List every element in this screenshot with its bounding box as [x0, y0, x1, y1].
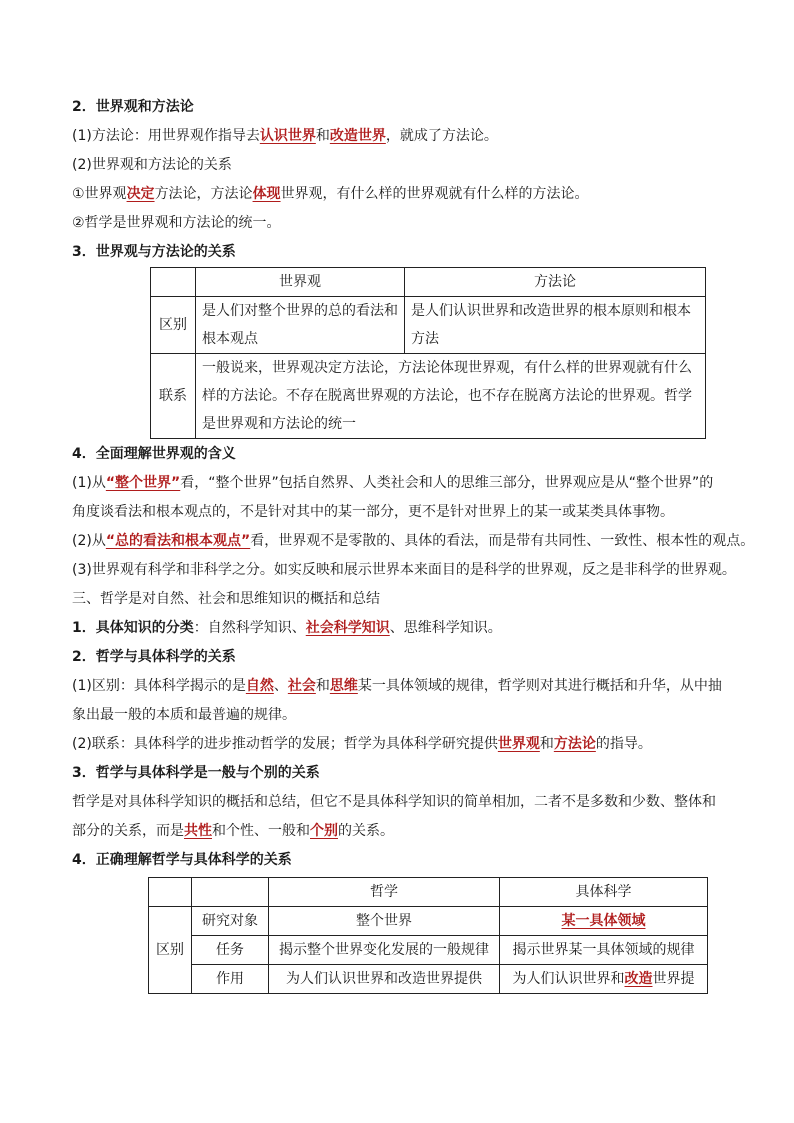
worldview-methodology-table — [150, 267, 706, 439]
table-cell: 为人们认识世界和改造世界提供 — [269, 965, 500, 994]
paragraph: (3)世界观有科学和非科学之分。如实反映和展示世界本来面目的是科学的世界观，反之是非科学的世界观。 — [72, 562, 736, 578]
key-term: 改造 — [624, 971, 653, 987]
key-term: 社会 — [287, 678, 316, 694]
part-heading: 三、哲学是对自然、社会和思维知识的概括和总结 — [72, 591, 380, 607]
table-cell: 一般说来，世界观决定方法论，方法论体现世界观，有什么样的世界观就有什么样的方法论。不存在脱离世界观的方法论，也不存在脱离方法论的世界观。哲学是世界观和方法论的统一 — [196, 354, 706, 439]
philosophy-science-table — [148, 877, 708, 994]
key-term: 社会科学知识 — [305, 620, 390, 636]
key-term: 世界观 — [497, 736, 540, 752]
paragraph: 哲学是对具体科学知识的概括和总结，但它不是具体科学知识的简单相加，二者不是多数和少数、整体和部分的关系，而是共性和个性、一般和个别的关系。 — [72, 794, 716, 839]
row-group-label: 区别 — [149, 907, 192, 994]
table-header: 世界观 — [196, 268, 405, 297]
paragraph: ②哲学是世界观和方法论的统一。 — [72, 215, 281, 231]
paragraph: (2)世界观和方法论的关系 — [72, 157, 232, 173]
key-term: 共性 — [184, 823, 212, 839]
table-cell: 是人们认识世界和改造世界的根本原则和根本方法 — [405, 297, 706, 354]
key-term: “总的看法和根本观点” — [105, 533, 251, 549]
paragraph: (1)区别：具体科学揭示的是自然、社会和思维某一具体领域的规律，哲学则对其进行概括和升华，从中抽象出最一般的本质和最普遍的规律。 — [72, 678, 722, 723]
table-cell: 揭示整个世界变化发展的一般规律 — [269, 936, 500, 965]
key-term: 方法论 — [553, 736, 596, 752]
row-label: 区别 — [151, 297, 196, 354]
key-term: 改造世界 — [329, 128, 386, 144]
row-label: 任务 — [192, 936, 269, 965]
section-heading: 2．世界观和方法论 — [72, 99, 194, 115]
key-term: “整个世界” — [105, 475, 181, 491]
row-label: 作用 — [192, 965, 269, 994]
section-heading: 4．正确理解哲学与具体科学的关系 — [72, 852, 292, 868]
table-cell: 是人们对整个世界的总的看法和根本观点 — [196, 297, 405, 354]
table-header: 具体科学 — [500, 878, 708, 907]
document-page — [72, 93, 755, 994]
table-header: 哲学 — [269, 878, 500, 907]
table-cell: 为人们认识世界和改造世界提 — [500, 965, 708, 994]
paragraph: (1)方法论：用世界观作指导去认识世界和改造世界，就成了方法论。 — [72, 128, 498, 144]
paragraph: ①世界观决定方法论，方法论体现世界观，有什么样的世界观就有什么样的方法论。 — [72, 186, 589, 202]
section-heading: 4．全面理解世界观的含义 — [72, 446, 236, 462]
section-heading: 3．哲学与具体科学是一般与个别的关系 — [72, 765, 320, 781]
table-cell: 整个世界 — [269, 907, 500, 936]
table-cell: 揭示世界某一具体领域的规律 — [500, 936, 708, 965]
section-heading: 2．哲学与具体科学的关系 — [72, 649, 236, 665]
key-term: 体现 — [252, 186, 281, 202]
paragraph: (2)从“总的看法和根本观点”看，世界观不是零散的、具体的看法，而是带有共同性、一致性、根本性的观点。 — [72, 533, 755, 549]
table-cell — [500, 907, 708, 936]
key-term: 决定 — [126, 186, 155, 202]
paragraph: 1．具体知识的分类：自然科学知识、社会科学知识、思维科学知识。 — [72, 620, 502, 636]
table-corner-cell — [149, 878, 192, 907]
key-term: 思维 — [329, 678, 358, 694]
row-label: 研究对象 — [192, 907, 269, 936]
key-term: 某一具体领域 — [561, 913, 646, 929]
key-term: 自然 — [245, 678, 274, 694]
table-header: 方法论 — [405, 268, 706, 297]
paragraph: (2)联系：具体科学的进步推动哲学的发展；哲学为具体科学研究提供世界观和方法论的指导。 — [72, 736, 652, 752]
row-label: 联系 — [151, 354, 196, 439]
table-corner-cell — [151, 268, 196, 297]
section-heading: 3．世界观与方法论的关系 — [72, 244, 236, 260]
paragraph: (1)从“整个世界”看，“整个世界”包括自然界、人类社会和人的思维三部分，世界观应是从“整个世界”的角度谈看法和根本观点的，不是针对其中的某一部分，更不是针对世界上的某一或某类具体事物。 — [72, 475, 714, 520]
table-corner-cell — [192, 878, 269, 907]
key-term: 个别 — [310, 823, 338, 839]
key-term: 认识世界 — [259, 128, 316, 144]
